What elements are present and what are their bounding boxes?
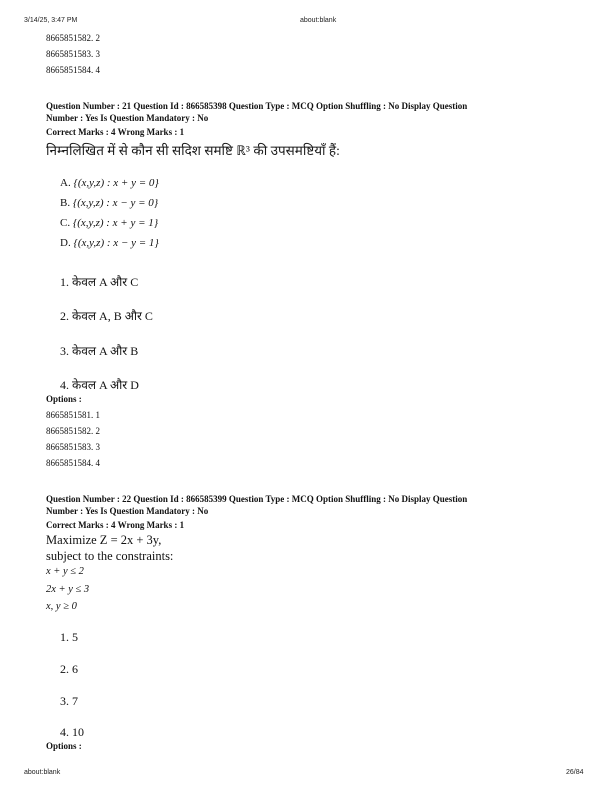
statement-label: B. — [60, 197, 71, 209]
q22-marks: Correct Marks : 4 Wrong Marks : 1 — [46, 520, 185, 530]
option-line: 8665851584. 4 — [46, 458, 100, 468]
statement-label: D. — [60, 237, 71, 249]
q22-objective: Maximize Z = 2x + 3y, — [46, 533, 162, 547]
q22-answer-4: 4. 10 — [60, 725, 84, 739]
q22-answer-2: 2. 6 — [60, 662, 78, 676]
q21-answer-2: 2. केवल A, B और C — [60, 309, 153, 323]
q22-meta-line-2: Number : Yes Is Question Mandatory : No — [46, 506, 209, 516]
q21-statement-a — [60, 177, 159, 189]
q21-question-text: निम्नलिखित में से कौन सी सदिश समष्टि ℝ³ की उपसमष्टियाँ हैं: — [46, 143, 340, 158]
q21-options-label: Options : — [46, 394, 82, 404]
option-line: 8665851584. 4 — [46, 65, 100, 75]
statement-label: A. — [60, 177, 71, 189]
option-line: 8665851583. 3 — [46, 442, 100, 452]
q22-constraint: x + y ≤ 2 — [46, 566, 84, 577]
q22-answer-1: 1. 5 — [60, 630, 78, 644]
q21-statement-c — [60, 217, 158, 229]
q21-meta-line-1: Question Number : 21 Question Id : 866585398 Question Type : MCQ Option Shuffling : No Display Question — [46, 101, 468, 111]
q22-options-label: Options : — [46, 741, 82, 751]
q21-answer-4: 4. केवल A और D — [60, 378, 139, 392]
footer-url: about:blank — [24, 769, 61, 776]
option-line: 8665851582. 2 — [46, 426, 100, 436]
q22-constraint: 2x + y ≤ 3 — [46, 584, 90, 595]
q21-statement-b — [60, 197, 158, 209]
q22-subject-to: subject to the constraints: — [46, 549, 174, 563]
q21-marks: Correct Marks : 4 Wrong Marks : 1 — [46, 127, 185, 137]
statement-expr: {(x,y,z) : x + y = 0} — [73, 177, 159, 189]
q21-statement-d — [60, 237, 159, 249]
q22-constraint: x, y ≥ 0 — [46, 601, 77, 612]
option-line: 8665851583. 3 — [46, 49, 100, 59]
statement-expr: {(x,y,z) : x − y = 0} — [72, 197, 159, 209]
option-line: 8665851582. 2 — [46, 33, 100, 43]
statement-label: C. — [60, 217, 71, 229]
q22-meta-line-1: Question Number : 22 Question Id : 866585399 Question Type : MCQ Option Shuffling : No Display Question — [46, 494, 468, 504]
q21-answer-1: 1. केवल A और C — [60, 275, 139, 289]
statement-expr: {(x,y,z) : x + y = 1} — [72, 217, 159, 229]
option-line: 8665851581. 1 — [46, 410, 100, 420]
page-number: 26/84 — [566, 769, 584, 776]
print-url: about:blank — [300, 17, 337, 24]
print-datetime: 3/14/25, 3:47 PM — [24, 17, 78, 24]
statement-expr: {(x,y,z) : x − y = 1} — [73, 237, 159, 249]
q22-answer-3: 3. 7 — [60, 694, 78, 708]
q21-meta-line-2: Number : Yes Is Question Mandatory : No — [46, 113, 209, 123]
q21-answer-3: 3. केवल A और B — [60, 344, 139, 358]
